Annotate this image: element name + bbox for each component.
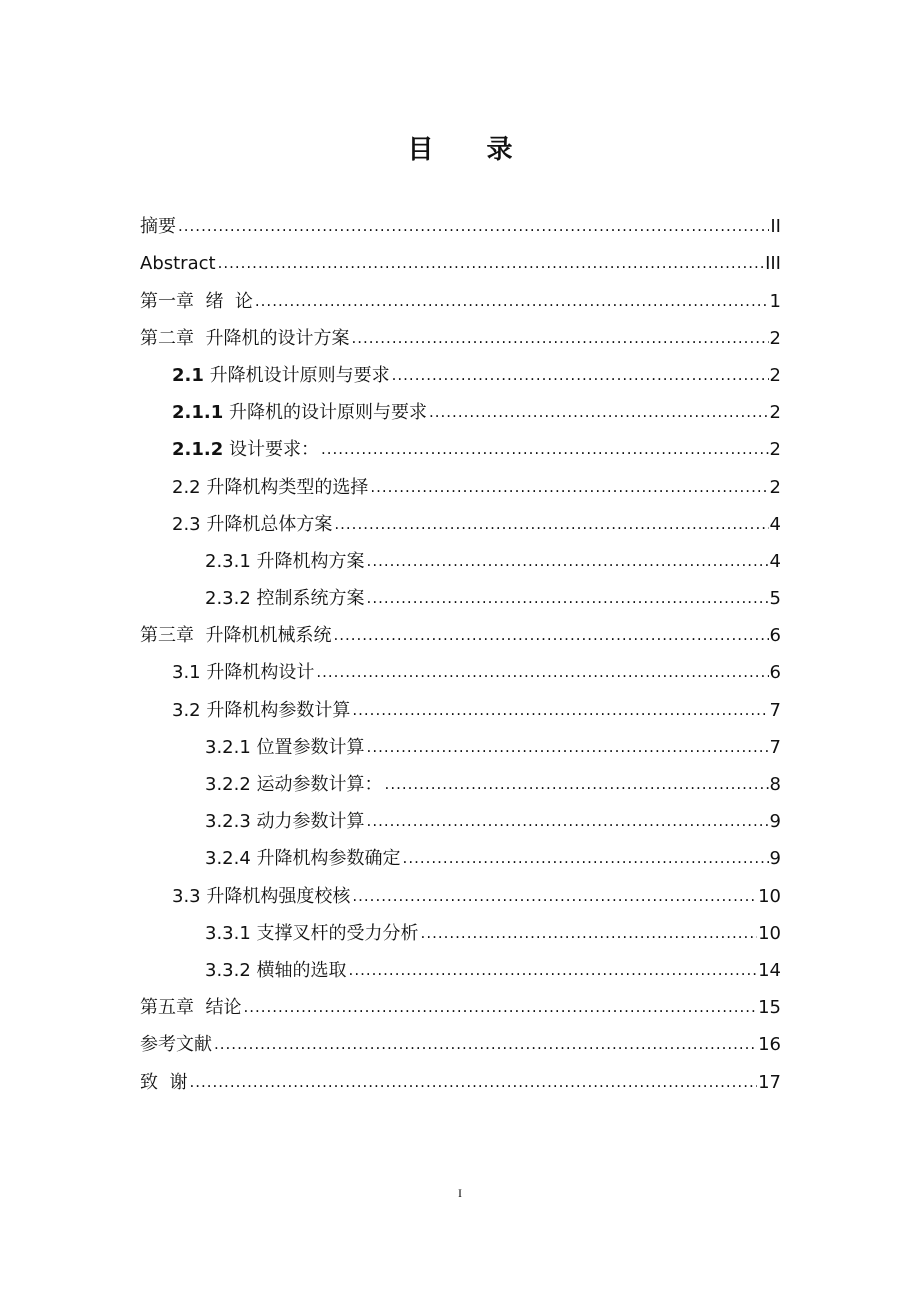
toc-entry-page-number: 6: [769, 625, 781, 647]
toc-dot-leader: [351, 328, 768, 351]
toc-entry-page-number: 7: [769, 736, 781, 758]
toc-entry-page-number: 2: [769, 476, 781, 498]
toc-entry-page-number: 9: [769, 811, 781, 833]
toc-dot-leader: [367, 737, 769, 760]
toc-entry-number: 2.3.2: [205, 588, 251, 610]
toc-entry[interactable]: [140, 834, 781, 871]
toc-entry-number: 2.1.2: [172, 439, 224, 461]
toc-dot-leader: [385, 774, 769, 797]
toc-dot-leader: [352, 886, 757, 909]
toc-entry-label: 第一章 绪 论: [140, 290, 253, 312]
toc-entry[interactable]: [140, 1057, 781, 1094]
toc-entry[interactable]: [140, 723, 781, 760]
toc-dot-leader: [392, 365, 769, 388]
toc-entry[interactable]: [140, 462, 781, 499]
toc-entry-label: 参考文献: [140, 1034, 212, 1056]
toc-entry-title: [140, 996, 241, 1020]
toc-entry-title: [172, 476, 368, 500]
toc-entry-label: 升降机设计原则与要求: [203, 364, 390, 386]
toc-entry-label: 升降机构参数计算: [200, 699, 351, 721]
toc-entry-page-number: 6: [769, 662, 781, 684]
toc-entry[interactable]: [140, 500, 781, 537]
toc-entry[interactable]: [140, 351, 781, 388]
toc-entry-label: 升降机的设计原则与要求: [223, 402, 427, 424]
toc-entry[interactable]: [140, 388, 781, 425]
toc-entry-number: 3.3: [172, 885, 201, 907]
toc-entry-number: 2.1.1: [172, 402, 224, 424]
toc-entry[interactable]: [140, 797, 781, 834]
toc-entry[interactable]: [140, 1020, 781, 1057]
toc-dot-leader: [333, 625, 768, 648]
toc-entry[interactable]: [140, 537, 781, 574]
toc-entry-number: 2.2: [172, 476, 201, 498]
toc-dot-leader: [367, 588, 769, 611]
toc-entry-number: 2.3.1: [205, 550, 251, 572]
toc-entry-page-number: 2: [769, 364, 781, 386]
toc-entry-label: 第五章 结论: [140, 997, 242, 1019]
toc-entry-title: [140, 624, 331, 648]
toc-entry-title: [205, 810, 365, 834]
toc-entry-title: [172, 885, 350, 909]
toc-dot-leader: [316, 662, 768, 685]
toc-entry-page-number: 10: [758, 922, 781, 944]
toc-entry-label: 升降机总体方案: [200, 513, 333, 535]
toc-entry-title: [205, 922, 419, 946]
toc-entry-title: [205, 847, 401, 871]
toc-entry[interactable]: [140, 946, 781, 983]
toc-dot-leader: [349, 960, 758, 983]
toc-entry[interactable]: [140, 314, 781, 351]
toc-dot-leader: [255, 291, 769, 314]
toc-entry-page-number: 1: [769, 290, 781, 312]
toc-dot-leader: [370, 477, 768, 500]
toc-entry-page-number: 7: [769, 699, 781, 721]
toc-entry-page-number: 5: [769, 588, 781, 610]
toc-entry-label: 第二章 升降机的设计方案: [140, 327, 350, 349]
toc-dot-leader: [214, 1034, 757, 1057]
toc-entry-label: 控制系统方案: [250, 588, 365, 610]
toc-entry-number: 2.1: [172, 364, 204, 386]
toc-entry-label: 升降机构类型的选择: [200, 476, 369, 498]
toc-dot-leader: [421, 923, 758, 946]
toc-entry-page-number: 9: [769, 848, 781, 870]
toc-entry-label: 横轴的选取: [250, 959, 347, 981]
toc-entry-page-number: 8: [769, 774, 781, 795]
toc-entry[interactable]: [140, 909, 781, 946]
toc-entry[interactable]: [140, 276, 781, 313]
toc-entry-page-number: 4: [769, 550, 781, 572]
toc-entry-title: [172, 513, 332, 537]
toc-entry-title: [140, 1033, 212, 1057]
toc-entry-number: 2.3: [172, 513, 201, 535]
toc-entry-title: [140, 327, 349, 351]
page-title: 目 录: [407, 135, 535, 165]
toc-entry-label: Abstract: [140, 253, 216, 275]
toc-entry[interactable]: [140, 871, 781, 908]
toc-entry-title: [205, 587, 365, 611]
toc-entry-label: 第三章 升降机机械系统: [140, 625, 332, 647]
toc-entry-label: 位置参数计算: [250, 736, 365, 758]
toc-entry-label: 升降机构强度校核: [200, 885, 351, 907]
toc-dot-leader: [367, 551, 769, 574]
toc-entry-title: [205, 736, 365, 760]
toc-entry-page-number: 10: [758, 885, 781, 907]
toc-dot-leader: [403, 848, 769, 871]
toc-entry[interactable]: [140, 983, 781, 1020]
toc-entry-number: 3.2.3: [205, 811, 251, 833]
toc-entry-title: [172, 699, 350, 723]
toc-entry-page-number: 14: [758, 959, 781, 981]
toc-entry[interactable]: [140, 685, 781, 722]
toc-entry-number: 3.3.1: [205, 922, 251, 944]
toc-entry-page-number: II: [770, 216, 781, 238]
toc-entry-page-number: 2: [769, 439, 781, 461]
toc-entry[interactable]: [140, 574, 781, 611]
toc-entry-title: [140, 252, 216, 276]
toc-entry-title: [172, 401, 427, 425]
toc-entry-page-number: 2: [769, 402, 781, 424]
toc-dot-leader: [352, 700, 768, 723]
toc-dot-leader: [218, 253, 765, 276]
toc-dot-leader: [243, 997, 757, 1020]
toc-entry[interactable]: [140, 760, 781, 797]
toc-entry-label: 摘要: [140, 216, 176, 238]
toc-dot-leader: [178, 216, 769, 239]
toc-entry-number: 3.2.2: [205, 774, 251, 795]
toc-entry-label: 升降机构方案: [250, 550, 365, 572]
toc-dot-leader: [334, 514, 768, 537]
toc-entry-page-number: III: [765, 253, 781, 275]
toc-entry[interactable]: [140, 611, 781, 648]
toc-entry-number: 3.2.4: [205, 848, 251, 870]
toc-dot-leader: [189, 1072, 757, 1095]
toc-entry-page-number: 4: [769, 513, 781, 535]
toc-entry-page-number: 16: [758, 1034, 781, 1056]
toc-entry[interactable]: [140, 239, 781, 276]
toc-entry[interactable]: [140, 425, 781, 462]
toc-dot-leader: [429, 402, 769, 425]
toc-entry-title: [140, 290, 253, 314]
toc-entry-title: [205, 773, 383, 797]
toc-entry-page-number: 2: [769, 327, 781, 349]
toc-entry-title: [172, 438, 319, 462]
toc-entry-number: 3.3.2: [205, 959, 251, 981]
toc-entry-title: [172, 364, 390, 388]
toc-entry-title: [205, 550, 365, 574]
toc-entry-page-number: 15: [758, 997, 781, 1019]
toc-entry-title: [205, 959, 347, 983]
table-of-contents: [140, 202, 781, 1095]
footer-page-number: I: [458, 1186, 462, 1200]
toc-entry[interactable]: [140, 648, 781, 685]
toc-dot-leader: [367, 811, 769, 834]
toc-dot-leader: [321, 439, 769, 462]
toc-entry-label: 动力参数计算: [250, 811, 365, 833]
toc-entry-label: 升降机构设计: [200, 662, 315, 684]
toc-entry-label: 升降机构参数确定: [250, 848, 401, 870]
toc-entry-label: 支撑叉杆的受力分析: [250, 922, 419, 944]
toc-entry-title: [140, 1071, 187, 1095]
toc-entry-page-number: 17: [758, 1071, 781, 1093]
toc-entry-title: [172, 661, 314, 685]
toc-entry-title: [140, 215, 176, 239]
toc-entry-label: 运动参数计算：: [250, 774, 383, 795]
toc-entry-label: 致 谢: [140, 1071, 188, 1093]
toc-entry-number: 3.2.1: [205, 736, 251, 758]
toc-entry[interactable]: [140, 202, 781, 239]
toc-entry-number: 3.2: [172, 699, 201, 721]
toc-entry-number: 3.1: [172, 662, 201, 684]
toc-entry-label: 设计要求：: [223, 439, 319, 461]
